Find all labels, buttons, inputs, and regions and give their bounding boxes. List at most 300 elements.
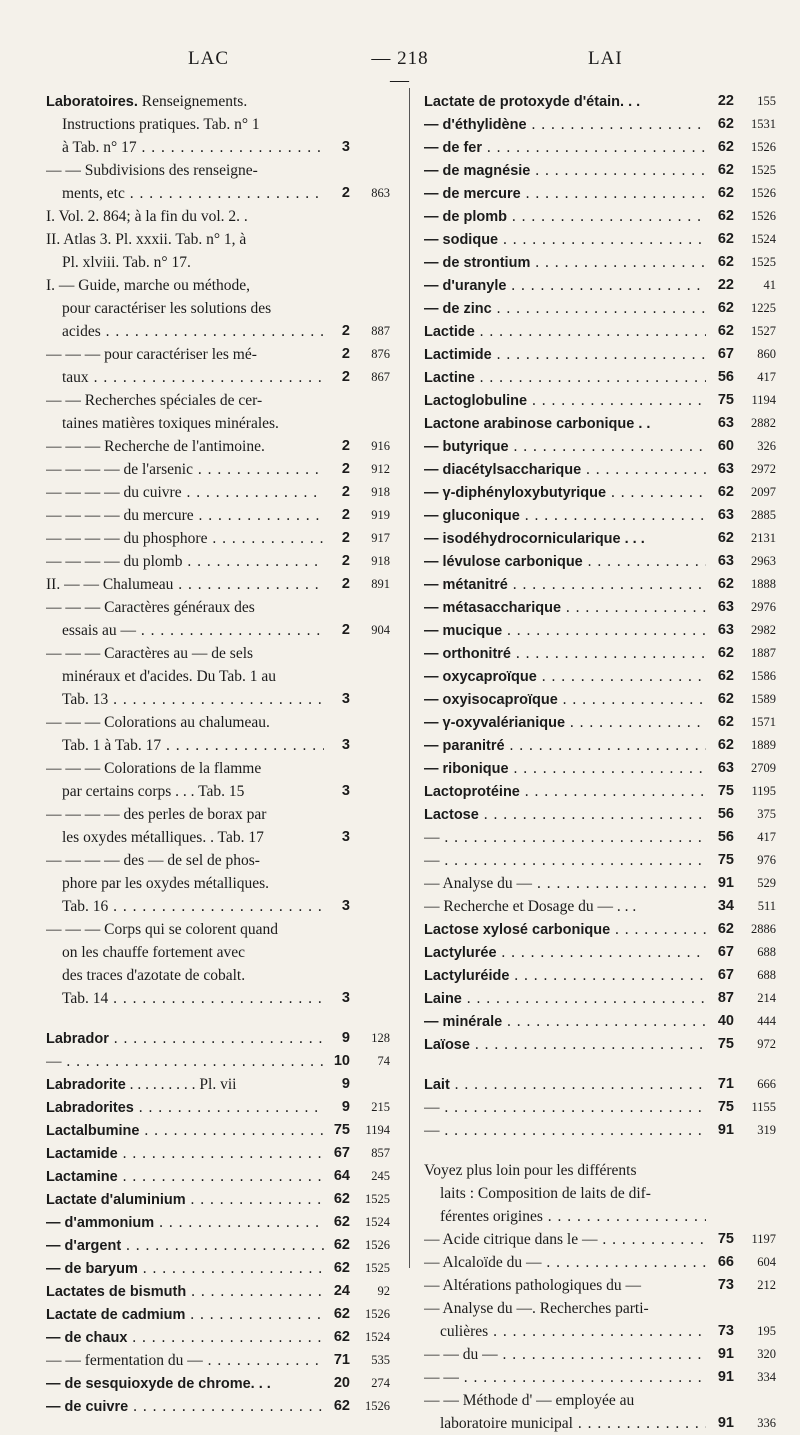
entry-term: — oxyisocaproïque (424, 692, 558, 708)
entry-term: — Analyse du — (424, 875, 533, 892)
index-entry (46, 343, 388, 366)
entry-text (46, 90, 324, 114)
entry-text (46, 1050, 324, 1073)
entry-term: II. — — Chalumeau (46, 576, 174, 593)
index-entry (46, 1073, 388, 1096)
page-reference: 319 (757, 1123, 776, 1137)
index-entry (46, 205, 388, 228)
index-entry (46, 1349, 388, 1372)
entry-term: Lactamide (46, 1146, 118, 1162)
entry-term: — ribonique (424, 761, 509, 777)
volume-number: 62 (717, 921, 734, 937)
entry-term: — — du — (424, 1346, 498, 1363)
entry-term: Lactate d'aluminium (46, 1192, 186, 1208)
volume-number: 62 (717, 254, 734, 270)
entry-text (62, 895, 324, 918)
entry-term: — (424, 852, 440, 869)
entry-text (440, 1320, 706, 1343)
entry-text (46, 918, 324, 941)
page-reference: 2963 (751, 554, 776, 568)
entry-term: Labradorite (46, 1077, 126, 1093)
entry-term: — d'uranyle (424, 278, 507, 294)
entry-text (46, 1096, 324, 1120)
index-entry (424, 987, 774, 1010)
volume-number: 73 (717, 1323, 734, 1339)
index-entry (46, 918, 388, 941)
entry-term: — de baryum (46, 1261, 138, 1277)
entry-term: — minérale (424, 1014, 503, 1030)
page-reference: 1225 (751, 301, 776, 315)
entry-text (46, 849, 324, 872)
volume-number: 63 (717, 553, 734, 569)
index-entry (424, 826, 774, 849)
entry-text (424, 918, 706, 942)
index-entry (46, 320, 388, 343)
volume-number: 60 (717, 438, 734, 454)
index-entry (424, 1119, 774, 1142)
entry-text (62, 826, 324, 849)
entry-text (424, 228, 706, 252)
entry-text (424, 803, 706, 827)
index-entry (46, 1326, 388, 1349)
volume-number: 56 (717, 806, 734, 822)
entry-term: — — — Colorations au chalumeau. (46, 714, 270, 731)
entry-text (62, 113, 324, 136)
entry-text (46, 435, 324, 458)
entry-term: taines matières toxiques minérales. (62, 415, 279, 432)
entry-term: Tab. 13 (62, 691, 109, 708)
index-entry (46, 136, 388, 159)
index-entry (46, 711, 388, 734)
entry-text (424, 964, 706, 988)
index-entry (46, 1142, 388, 1165)
entry-subtext: Renseignements. (137, 93, 248, 110)
index-entry (424, 343, 774, 366)
volume-number: 2 (341, 346, 350, 362)
index-entry (424, 1366, 774, 1389)
entry-term: Labradorites (46, 1100, 134, 1116)
entry-text (46, 1027, 324, 1051)
entry-text (424, 1251, 706, 1274)
index-entry (424, 159, 774, 182)
page-reference: 195 (757, 1324, 776, 1338)
entry-text (424, 987, 706, 1011)
entry-text (424, 159, 706, 183)
entry-text (46, 504, 324, 527)
entry-term: Lactalbumine (46, 1123, 140, 1139)
page-reference: 887 (371, 324, 390, 338)
entry-term: — lévulose carbonique (424, 554, 583, 570)
entry-term: Instructions pratiques. Tab. n° 1 (62, 116, 260, 133)
page-reference: 857 (371, 1146, 390, 1160)
entry-term: — paranitré (424, 738, 505, 754)
entry-text (424, 734, 706, 758)
volume-number: 71 (717, 1076, 734, 1092)
entry-term: — — — — des perles de borax par (46, 806, 267, 823)
page-reference: 334 (757, 1370, 776, 1384)
entry-term: acides (62, 323, 101, 340)
entry-term: — (46, 1053, 62, 1070)
volume-number: 91 (717, 1346, 734, 1362)
page-reference: 2982 (751, 623, 776, 637)
page-reference: 688 (757, 945, 776, 959)
index-entry (424, 182, 774, 205)
entry-term: — de plomb (424, 209, 507, 225)
entry-text (424, 366, 706, 390)
entry-term: Lactamine (46, 1169, 118, 1185)
entry-term: — Analyse du —. Recherches parti- (424, 1300, 649, 1317)
entry-term: Lactoprotéine (424, 784, 520, 800)
entry-text (424, 435, 706, 459)
volume-number: 3 (341, 898, 350, 914)
entry-text (424, 1343, 706, 1366)
page-reference: 1526 (365, 1238, 390, 1252)
volume-number: 2 (341, 553, 350, 569)
entry-term: — (424, 829, 440, 846)
entry-text (424, 872, 706, 895)
page-reference: 511 (757, 899, 776, 913)
entry-term: — — — — des — de sel de phos- (46, 852, 260, 869)
index-entry (46, 803, 388, 826)
entry-term: — — — — du phosphore (46, 530, 208, 547)
volume-number: 3 (341, 737, 350, 753)
index-entry (46, 1188, 388, 1211)
entry-text (46, 642, 324, 665)
entry-text (424, 826, 706, 849)
entry-term: — métanitré (424, 577, 508, 593)
index-entry (424, 1073, 774, 1096)
volume-number: 2 (341, 484, 350, 500)
page-reference: 860 (757, 347, 776, 361)
index-entry (424, 1343, 774, 1366)
page-reference: 155 (757, 94, 776, 108)
page-reference: 1526 (365, 1307, 390, 1321)
entry-text (46, 228, 324, 251)
entry-term: Voyez plus loin pour les différents (424, 1162, 637, 1179)
entry-term: — butyrique (424, 439, 509, 455)
index-entry (46, 1395, 388, 1418)
entry-text (424, 619, 706, 643)
entry-text (46, 1326, 324, 1350)
volume-number: 63 (717, 507, 734, 523)
page-reference: 876 (371, 347, 390, 361)
index-entry (424, 1228, 774, 1251)
entry-term: — de sesquioxyde de chrome. . . (46, 1376, 271, 1392)
index-entry (424, 619, 774, 642)
entry-term: — sodique (424, 232, 499, 248)
entry-text (62, 872, 324, 895)
entry-term: — gluconique (424, 508, 520, 524)
page-reference: 1589 (751, 692, 776, 706)
index-entry (46, 1280, 388, 1303)
index-entry (424, 964, 774, 987)
page-header (0, 48, 800, 91)
volume-number: 64 (333, 1168, 350, 1184)
volume-number: 2 (341, 323, 350, 339)
volume-number: 63 (717, 599, 734, 615)
page-reference: 1194 (365, 1123, 390, 1137)
index-entry (46, 251, 388, 274)
entry-term: I. Vol. 2. 864; à la fin du vol. 2. . (46, 208, 248, 225)
index-entry (424, 1274, 774, 1297)
page-reference: 976 (757, 853, 776, 867)
volume-number: 62 (717, 691, 734, 707)
entry-term: — γ-oxyvalérianique (424, 715, 566, 731)
entry-text (424, 527, 706, 551)
entry-term: Labrador (46, 1031, 109, 1047)
page-reference: 2131 (751, 531, 776, 545)
entry-text (424, 343, 706, 367)
page-reference: 2882 (751, 416, 776, 430)
entry-term: — — — Corps qui se colorent quand (46, 921, 279, 938)
index-entry (424, 1182, 774, 1205)
entry-term: Lactose (424, 807, 479, 823)
volume-number: 91 (717, 1122, 734, 1138)
entry-text (424, 320, 706, 344)
volume-number: 2 (341, 622, 350, 638)
volume-number: 62 (333, 1214, 350, 1230)
page-reference: 912 (371, 462, 390, 476)
volume-number: 9 (341, 1030, 350, 1046)
page-reference: 41 (763, 278, 776, 292)
volume-number: 56 (717, 829, 734, 845)
page-reference: 2709 (751, 761, 776, 775)
entry-text (424, 711, 706, 735)
entry-term: — mucique (424, 623, 503, 639)
volume-number: 75 (717, 783, 734, 799)
index-entry (424, 1389, 774, 1412)
page-reference: 2886 (751, 922, 776, 936)
entry-text (62, 412, 324, 435)
volume-number: 75 (717, 1036, 734, 1052)
volume-number: 75 (717, 392, 734, 408)
entry-term: essais au — (62, 622, 137, 639)
page-reference: 417 (757, 370, 776, 384)
volume-number: 62 (717, 323, 734, 339)
entry-term: — — — Recherche de l'antimoine. (46, 438, 265, 455)
index-entry (46, 159, 388, 182)
entry-term: Lactylurée (424, 945, 497, 961)
index-entry (424, 665, 774, 688)
left-column (46, 90, 388, 1418)
volume-number: 62 (717, 737, 734, 753)
volume-number: 2 (341, 185, 350, 201)
entry-term: Tab. 14 (62, 990, 109, 1007)
page-reference: 245 (371, 1169, 390, 1183)
index-entry (46, 757, 388, 780)
volume-number: 40 (717, 1013, 734, 1029)
volume-number: 20 (333, 1375, 350, 1391)
entry-term: Lactyluréide (424, 968, 510, 984)
entry-term: Lactate de cadmium (46, 1307, 186, 1323)
volume-number: 75 (717, 1231, 734, 1247)
entry-term: Laboratoires. (46, 94, 138, 110)
page-reference: 1887 (751, 646, 776, 660)
entry-text (424, 1159, 706, 1182)
index-entry (46, 872, 388, 895)
entry-text (424, 688, 706, 712)
volume-number: 22 (717, 277, 734, 293)
entry-term: — — — Caractères au — de sels (46, 645, 254, 662)
entry-term: férentes origines (440, 1208, 543, 1225)
entry-text (424, 297, 706, 321)
volume-number: 3 (341, 829, 350, 845)
volume-number: 91 (717, 1369, 734, 1385)
header-left-word: LAC (188, 48, 229, 69)
entry-term: — — — pour caractériser les mé- (46, 346, 257, 363)
page-reference: 1195 (751, 784, 776, 798)
index-entry (46, 619, 388, 642)
index-entry (46, 780, 388, 803)
entry-text (62, 619, 324, 642)
page-reference: 529 (757, 876, 776, 890)
index-entry (424, 941, 774, 964)
entry-term: — γ-diphényloxybutyrique (424, 485, 607, 501)
volume-number: 62 (333, 1260, 350, 1276)
entry-text (46, 159, 324, 182)
entry-term: — — Méthode d' — employée au (424, 1392, 635, 1409)
volume-number: 62 (717, 530, 734, 546)
entry-term: Lait (424, 1077, 450, 1093)
entry-text (46, 1257, 324, 1281)
page-reference: 1889 (751, 738, 776, 752)
entry-text (424, 665, 706, 689)
volume-number: 3 (341, 691, 350, 707)
volume-number: 62 (717, 139, 734, 155)
entry-term: Lactide (424, 324, 475, 340)
page-reference: 972 (757, 1037, 776, 1051)
entry-term: — de fer (424, 140, 483, 156)
page-reference: 1525 (365, 1192, 390, 1206)
volume-number: 66 (717, 1254, 734, 1270)
entry-text (424, 642, 706, 666)
volume-number: 34 (717, 898, 734, 914)
index-entry (424, 504, 774, 527)
entry-text (62, 688, 324, 711)
entry-text (46, 711, 324, 734)
page-reference: 1194 (751, 393, 776, 407)
entry-term: Tab. 16 (62, 898, 109, 915)
page-reference: 1526 (751, 209, 776, 223)
volume-number: 62 (333, 1329, 350, 1345)
page-reference: 212 (757, 1278, 776, 1292)
index-entry (424, 113, 774, 136)
entry-text (62, 182, 324, 205)
index-entry (46, 1372, 388, 1395)
page-reference: 214 (757, 991, 776, 1005)
entry-term: — orthonitré (424, 646, 511, 662)
page-reference: 215 (371, 1100, 390, 1114)
volume-number: 2 (341, 461, 350, 477)
entry-term: phore par les oxydes métalliques. (62, 875, 270, 892)
entry-text (440, 1182, 706, 1205)
page-reference: 666 (757, 1077, 776, 1091)
entry-text (424, 251, 706, 275)
page-reference: 1526 (365, 1399, 390, 1413)
index-entry (46, 734, 388, 757)
entry-text (440, 1205, 706, 1228)
page-reference: 444 (757, 1014, 776, 1028)
entry-term: — isodéhydrocornicularique . . . (424, 531, 645, 547)
page-reference: 1586 (751, 669, 776, 683)
entry-text (46, 1372, 324, 1396)
volume-number: 71 (333, 1352, 350, 1368)
volume-number: 2 (341, 507, 350, 523)
index-entry (46, 435, 388, 458)
index-entry (46, 826, 388, 849)
page-number: — 218 — (371, 48, 429, 91)
entry-text (46, 527, 324, 550)
volume-number: 22 (717, 93, 734, 109)
page-reference: 867 (371, 370, 390, 384)
entry-text (62, 780, 324, 803)
index-entry (424, 1010, 774, 1033)
volume-number: 91 (717, 1415, 734, 1431)
entry-text (424, 205, 706, 229)
page-reference: 1888 (751, 577, 776, 591)
index-entry (46, 987, 388, 1010)
page-reference: 916 (371, 439, 390, 453)
index-entry (424, 389, 774, 412)
index-entry (46, 1050, 388, 1073)
index-entry (46, 1096, 388, 1119)
entry-term: — — — — du plomb (46, 553, 183, 570)
entry-text (62, 964, 324, 987)
entry-text (424, 136, 706, 160)
index-entry (424, 918, 774, 941)
entry-text (424, 1274, 706, 1297)
entry-term: — oxycaproïque (424, 669, 537, 685)
entry-text (424, 389, 706, 413)
entry-term: — de mercure (424, 186, 521, 202)
index-entry (424, 251, 774, 274)
page-reference: 1525 (751, 255, 776, 269)
volume-number: 62 (717, 185, 734, 201)
index-entry (424, 688, 774, 711)
index-entry (424, 550, 774, 573)
entry-term: Tab. 1 à Tab. 17 (62, 737, 162, 754)
volume-number: 67 (717, 944, 734, 960)
index-entry (424, 1096, 774, 1119)
index-entry (424, 435, 774, 458)
page-reference: 1526 (751, 140, 776, 154)
entry-term: II. Atlas 3. Pl. xxxii. Tab. n° 1, à (46, 231, 247, 248)
entry-text (46, 1280, 324, 1304)
entry-term: — Acide citrique dans le — (424, 1231, 598, 1248)
volume-number: 9 (341, 1076, 350, 1092)
index-entry (424, 757, 774, 780)
entry-term: Pl. xlviii. Tab. n° 17. (62, 254, 191, 271)
index-entry (424, 872, 774, 895)
entry-text (46, 550, 324, 573)
volume-number: 75 (717, 1099, 734, 1115)
entry-text (46, 1349, 324, 1372)
entry-term: — de magnésie (424, 163, 531, 179)
entry-text (46, 1188, 324, 1212)
entry-term: — — (424, 1369, 459, 1386)
index-entry (424, 711, 774, 734)
volume-number: 63 (717, 622, 734, 638)
volume-number: 62 (717, 714, 734, 730)
entry-text (62, 251, 324, 274)
entry-term: culières (440, 1323, 489, 1340)
volume-number: 56 (717, 369, 734, 385)
index-entry (424, 412, 774, 435)
entry-subtext: . . . . . . . . . Pl. vii (125, 1076, 237, 1093)
entry-term: — de strontium (424, 255, 531, 271)
index-entry (46, 297, 388, 320)
index-entry (46, 389, 388, 412)
